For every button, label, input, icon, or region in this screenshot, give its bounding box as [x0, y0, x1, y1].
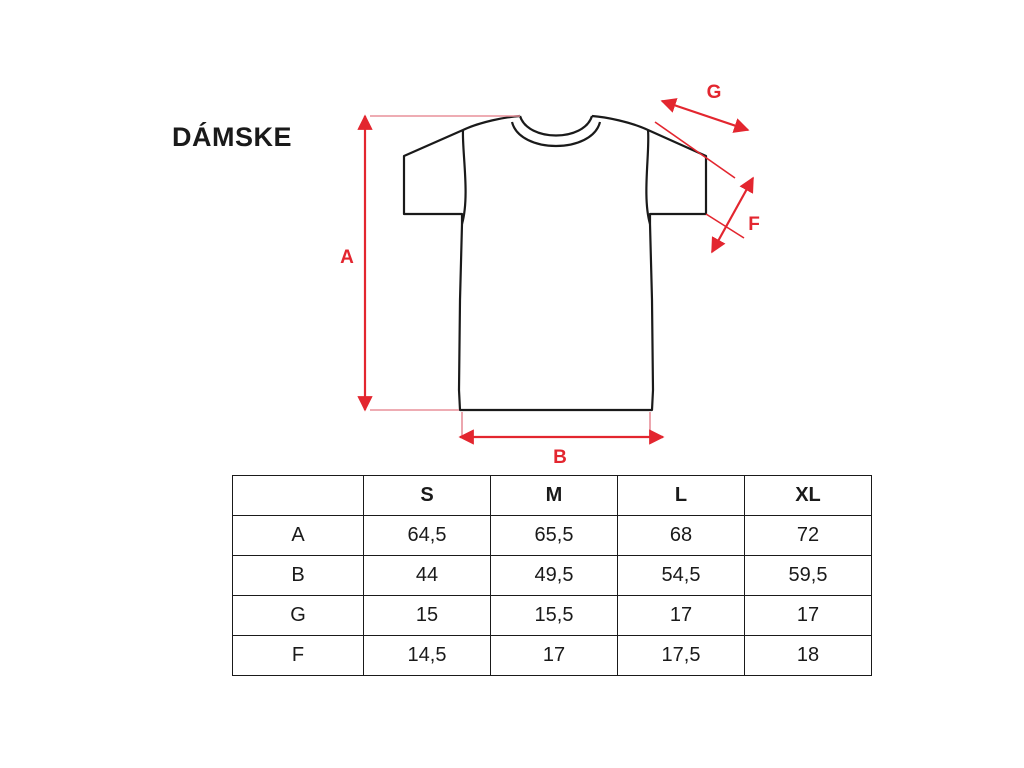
table-row	[233, 636, 872, 676]
row-label-f: F	[233, 636, 364, 676]
table-header-l: L	[618, 476, 745, 516]
table-header-s: S	[364, 476, 491, 516]
row-label-g: G	[233, 596, 364, 636]
cell-b-l: 54,5	[618, 556, 745, 596]
row-label-a: A	[233, 516, 364, 556]
table-row	[233, 516, 872, 556]
row-label-b: B	[233, 556, 364, 596]
table-row	[233, 556, 872, 596]
size-table	[232, 475, 872, 676]
measure-f-arrow	[706, 178, 753, 252]
tshirt-outline-icon	[404, 116, 706, 410]
measure-label-f: F	[748, 214, 760, 235]
cell-b-m: 49,5	[491, 556, 618, 596]
cell-g-s: 15	[364, 596, 491, 636]
measure-label-g: G	[706, 82, 722, 103]
table-corner-cell	[233, 476, 364, 516]
cell-a-s: 64,5	[364, 516, 491, 556]
cell-g-xl: 17	[745, 596, 872, 636]
measure-label-a: A	[340, 247, 354, 268]
cell-g-l: 17	[618, 596, 745, 636]
table-header-xl: XL	[745, 476, 872, 516]
cell-a-l: 68	[618, 516, 745, 556]
cell-a-xl: 72	[745, 516, 872, 556]
cell-b-s: 44	[364, 556, 491, 596]
cell-f-l: 17,5	[618, 636, 745, 676]
measure-label-b: B	[553, 447, 567, 468]
cell-a-m: 65,5	[491, 516, 618, 556]
page-title: DÁMSKE	[172, 122, 293, 152]
table-row	[233, 596, 872, 636]
cell-f-m: 17	[491, 636, 618, 676]
cell-f-xl: 18	[745, 636, 872, 676]
table-header-row	[233, 476, 872, 516]
cell-f-s: 14,5	[364, 636, 491, 676]
cell-g-m: 15,5	[491, 596, 618, 636]
cell-b-xl: 59,5	[745, 556, 872, 596]
table-header-m: M	[491, 476, 618, 516]
